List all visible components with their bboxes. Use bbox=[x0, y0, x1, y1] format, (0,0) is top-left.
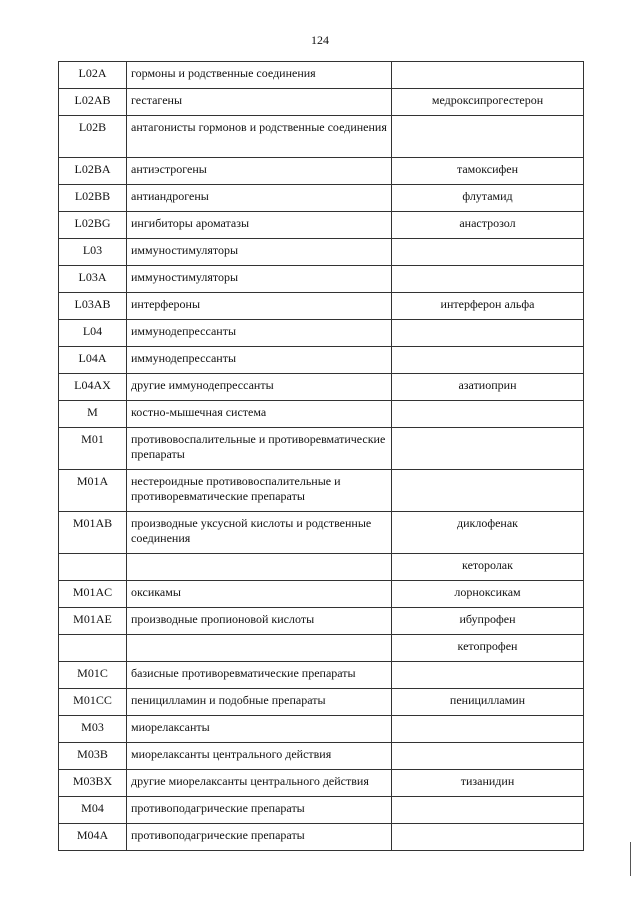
atc-code-cell: M01A bbox=[59, 470, 127, 512]
group-name-cell: ингибиторы ароматазы bbox=[127, 212, 392, 239]
drug-name-cell bbox=[392, 62, 584, 89]
atc-classification-table bbox=[58, 61, 584, 851]
table-row bbox=[59, 374, 584, 401]
table-row bbox=[59, 239, 584, 266]
table-row bbox=[59, 770, 584, 797]
atc-code-cell: M04 bbox=[59, 797, 127, 824]
atc-code-cell: L02BA bbox=[59, 158, 127, 185]
atc-code-cell: M01AC bbox=[59, 581, 127, 608]
group-name-cell bbox=[127, 554, 392, 581]
drug-name-cell bbox=[392, 116, 584, 158]
atc-code-cell: L02A bbox=[59, 62, 127, 89]
atc-code-cell: M03 bbox=[59, 716, 127, 743]
atc-code-cell: L02AB bbox=[59, 89, 127, 116]
table-row bbox=[59, 581, 584, 608]
table-row bbox=[59, 470, 584, 512]
drug-name-cell bbox=[392, 320, 584, 347]
drug-name-cell bbox=[392, 743, 584, 770]
atc-code-cell: M01CC bbox=[59, 689, 127, 716]
atc-code-cell: M01AE bbox=[59, 608, 127, 635]
drug-name-cell: интерферон альфа bbox=[392, 293, 584, 320]
drug-name-cell: медроксипрогестерон bbox=[392, 89, 584, 116]
group-name-cell: миорелаксанты центрального действия bbox=[127, 743, 392, 770]
drug-name-cell bbox=[392, 428, 584, 470]
drug-name-cell bbox=[392, 266, 584, 293]
drug-name-cell bbox=[392, 401, 584, 428]
table-row bbox=[59, 320, 584, 347]
group-name-cell: базисные противоревматические препараты bbox=[127, 662, 392, 689]
table-row bbox=[59, 266, 584, 293]
atc-code-cell: L04AX bbox=[59, 374, 127, 401]
group-name-cell: нестероидные противовоспалительные и противоревматические препараты bbox=[127, 470, 392, 512]
drug-name-cell: тамоксифен bbox=[392, 158, 584, 185]
drug-name-cell bbox=[392, 239, 584, 266]
atc-code-cell: M03B bbox=[59, 743, 127, 770]
group-name-cell: гестагены bbox=[127, 89, 392, 116]
drug-name-cell: пеницилламин bbox=[392, 689, 584, 716]
group-name-cell: интерфероны bbox=[127, 293, 392, 320]
drug-name-cell bbox=[392, 824, 584, 851]
atc-code-cell: L02BB bbox=[59, 185, 127, 212]
table-row bbox=[59, 554, 584, 581]
atc-code-cell: M04A bbox=[59, 824, 127, 851]
group-name-cell: противоподагрические препараты bbox=[127, 824, 392, 851]
group-name-cell: пеницилламин и подобные препараты bbox=[127, 689, 392, 716]
group-name-cell: антиандрогены bbox=[127, 185, 392, 212]
group-name-cell: другие миорелаксанты центрального действия bbox=[127, 770, 392, 797]
group-name-cell: противовоспалительные и противоревматические препараты bbox=[127, 428, 392, 470]
atc-code-cell: L02B bbox=[59, 116, 127, 158]
table-body bbox=[59, 62, 584, 851]
atc-code-cell: L04A bbox=[59, 347, 127, 374]
drug-name-cell: лорноксикам bbox=[392, 581, 584, 608]
table-row bbox=[59, 62, 584, 89]
table-row bbox=[59, 608, 584, 635]
drug-name-cell: анастрозол bbox=[392, 212, 584, 239]
table-row bbox=[59, 158, 584, 185]
table-row bbox=[59, 512, 584, 554]
table-row bbox=[59, 824, 584, 851]
scan-margin-mark bbox=[630, 842, 631, 876]
group-name-cell: антиэстрогены bbox=[127, 158, 392, 185]
atc-code-cell: M03BX bbox=[59, 770, 127, 797]
group-name-cell: производные пропионовой кислоты bbox=[127, 608, 392, 635]
drug-name-cell bbox=[392, 716, 584, 743]
group-name-cell: иммунодепрессанты bbox=[127, 320, 392, 347]
drug-name-cell: кетопрофен bbox=[392, 635, 584, 662]
drug-name-cell: тизанидин bbox=[392, 770, 584, 797]
group-name-cell: оксикамы bbox=[127, 581, 392, 608]
table-row bbox=[59, 797, 584, 824]
table-row bbox=[59, 293, 584, 320]
atc-code-cell: L03AB bbox=[59, 293, 127, 320]
group-name-cell: миорелаксанты bbox=[127, 716, 392, 743]
atc-code-cell bbox=[59, 635, 127, 662]
group-name-cell: иммуностимуляторы bbox=[127, 239, 392, 266]
atc-code-cell: L03A bbox=[59, 266, 127, 293]
table-row bbox=[59, 743, 584, 770]
atc-code-cell: M bbox=[59, 401, 127, 428]
atc-code-cell: L04 bbox=[59, 320, 127, 347]
atc-code-cell: L03 bbox=[59, 239, 127, 266]
drug-name-cell: диклофенак bbox=[392, 512, 584, 554]
group-name-cell: противоподагрические препараты bbox=[127, 797, 392, 824]
group-name-cell bbox=[127, 635, 392, 662]
table-row bbox=[59, 89, 584, 116]
group-name-cell: иммунодепрессанты bbox=[127, 347, 392, 374]
table-row bbox=[59, 689, 584, 716]
drug-name-cell: азатиоприн bbox=[392, 374, 584, 401]
group-name-cell: гормоны и родственные соединения bbox=[127, 62, 392, 89]
drug-name-cell: флутамид bbox=[392, 185, 584, 212]
atc-code-cell: L02BG bbox=[59, 212, 127, 239]
drug-name-cell bbox=[392, 347, 584, 374]
group-name-cell: костно-мышечная система bbox=[127, 401, 392, 428]
group-name-cell: иммуностимуляторы bbox=[127, 266, 392, 293]
table-row bbox=[59, 401, 584, 428]
atc-code-cell: M01 bbox=[59, 428, 127, 470]
atc-code-cell: M01AB bbox=[59, 512, 127, 554]
table-row bbox=[59, 428, 584, 470]
table-row bbox=[59, 662, 584, 689]
group-name-cell: другие иммунодепрессанты bbox=[127, 374, 392, 401]
group-name-cell: антагонисты гормонов и родственные соединения bbox=[127, 116, 392, 158]
drug-name-cell: ибупрофен bbox=[392, 608, 584, 635]
table-row bbox=[59, 185, 584, 212]
table-row bbox=[59, 116, 584, 158]
drug-name-cell bbox=[392, 662, 584, 689]
table-row bbox=[59, 212, 584, 239]
table-row bbox=[59, 635, 584, 662]
page-number: 124 bbox=[311, 33, 329, 47]
drug-name-cell: кеторолак bbox=[392, 554, 584, 581]
drug-name-cell bbox=[392, 797, 584, 824]
drug-name-cell bbox=[392, 470, 584, 512]
atc-code-cell bbox=[59, 554, 127, 581]
table-row bbox=[59, 716, 584, 743]
group-name-cell: производные уксусной кислоты и родственные соединения bbox=[127, 512, 392, 554]
table-row bbox=[59, 347, 584, 374]
atc-code-cell: M01C bbox=[59, 662, 127, 689]
